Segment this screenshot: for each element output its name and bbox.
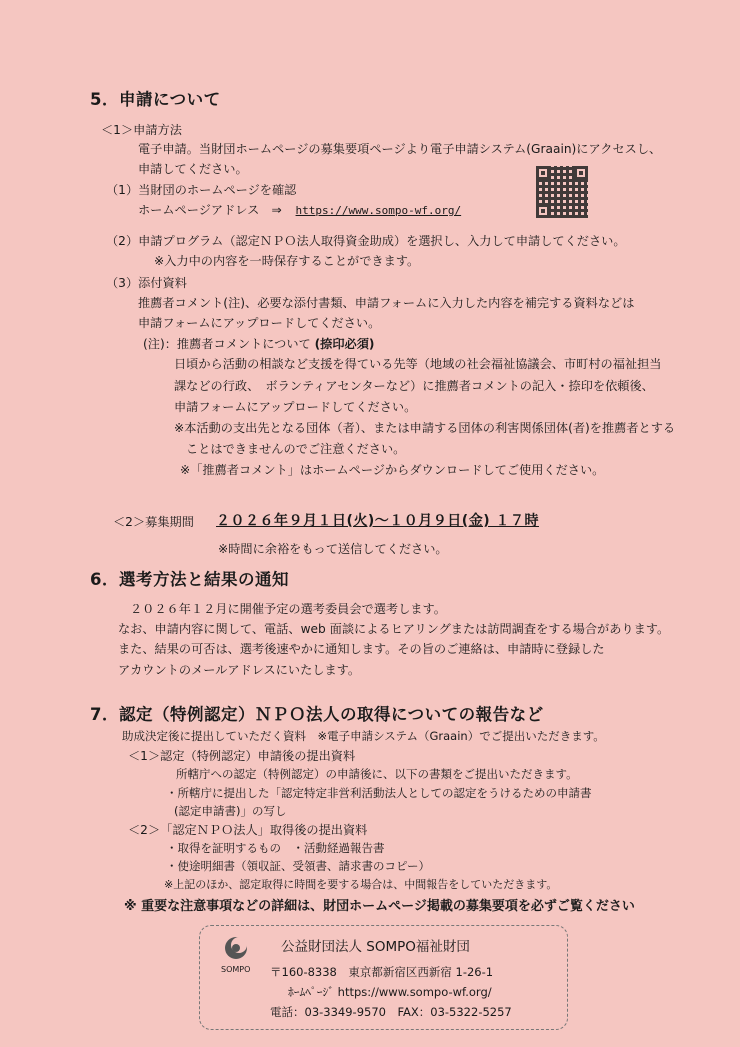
section5-item3-label: （3）添付資料 (106, 276, 187, 290)
section5-item2-label: （2）申請プログラム（認定ＮＰＯ法人取得資金助成）を選択し、入力して申請してください。 (106, 234, 626, 248)
section7-sub2-label: ＜2＞「認定ＮＰＯ法人」取得後の提出資料 (128, 823, 368, 837)
section6-line3: また、結果の可否は、選考後速やかに通知します。その旨のご連絡は、申請時に登録した (118, 642, 605, 656)
footer-contact: 電話：03-3349-9570 FAX：03-5322-5257 (270, 1005, 512, 1019)
hp-url-link[interactable]: https://www.sompo-wf.org/ (295, 204, 462, 217)
note-must-badge: (捺印必須) (314, 337, 375, 351)
section5-sub1-line2: 申請してください。 (138, 162, 248, 176)
note-line1: 日頃から活動の相談など支援を得ている先等（地域の社会福祉協議会、市町村の福祉担当 (174, 357, 662, 371)
section5-item3-line2: 申請フォームにアップロードしてください。 (138, 316, 381, 330)
section5-sub2-note: ※時間に余裕をもって送信してください。 (218, 542, 448, 556)
section5-item1-label: （1）当財団のホームページを確認 (106, 183, 297, 197)
section5-sub1-label: ＜1＞申請方法 (101, 123, 182, 137)
section5-item3-line1: 推薦者コメント(注)、必要な添付書類、申請フォームに入力した内容を補完する資料などは (138, 296, 635, 310)
section6-line1: ２０２６年１２月に開催予定の選考委員会で選考します。 (130, 602, 446, 616)
important-notice: ※ 重要な注意事項などの詳細は、財団ホームページ掲載の募集要項を必ずご覧ください (124, 899, 635, 914)
section5-heading: 5．申請について (90, 90, 221, 109)
note-line3: 申請フォームにアップロードしてください。 (174, 400, 417, 414)
section7-sub2-line1: ・取得を証明するもの ・活動経過報告書 (166, 841, 385, 855)
section5-hp-row (138, 202, 461, 219)
section7-sub2-line2: ・使途明細書（領収証、受領書、請求書のコピー） (166, 859, 431, 873)
section7-sub1-line1: 所轄庁への認定（特例認定）の申請後に、以下の書類をご提出いただきます。 (176, 767, 578, 781)
note-line5: ことはできませんのでご注意ください。 (186, 442, 406, 456)
section7-sub1-line2: ・所轄庁に提出した「認定特定非営利活動法人としての認定をうけるための申請書 (166, 786, 592, 800)
note-label: (注)：推薦者コメントについて (143, 337, 311, 351)
section7-sub1-line3: (認定申請書)」の写し (174, 804, 287, 818)
note-line4: ※本活動の支出先となる団体（者）、または申請する団体の利害関係団体(者)を推薦者とする (174, 421, 676, 435)
note-title-row (143, 336, 374, 352)
qr-code (536, 166, 588, 218)
footer-address: 〒160-8338 東京都新宿区西新宿 1-26-1 (270, 965, 494, 979)
section7-heading: 7．認定（特例認定）ＮＰＯ法人の取得についての報告など (90, 705, 544, 724)
section5-sub2-label: ＜2＞募集期間 (113, 515, 194, 529)
section7-sub2-note: ※上記のほか、認定取得に時間を要する場合は、中間報告をしていただきます。 (164, 878, 558, 891)
section6-line2: なお、申請内容に関して、電話、web 面談によるヒアリングまたは訪問調査をする場合があります。 (118, 622, 670, 636)
sompo-logo-text: SOMPO (221, 965, 251, 974)
note-line2: 課などの行政、 ボランティアセンターなど）に推薦者コメントの記入・捺印を依頼後、 (174, 379, 654, 393)
footer-homepage[interactable]: ﾎｰﾑﾍﾟｰｼﾞ https://www.sompo-wf.org/ (288, 985, 492, 999)
sompo-logo-icon (222, 934, 250, 962)
footer-org-name: 公益財団法人 SOMPO福祉財団 (281, 939, 470, 955)
section6-line4: アカウントのメールアドレスにいたします。 (118, 663, 361, 677)
section7-intro: 助成決定後に提出していただく資料 ※電子申請システム（Graain）でご提出いただきます。 (122, 729, 605, 743)
section7-sub1-label: ＜1＞認定（特例認定）申請後の提出資料 (128, 749, 356, 763)
application-period: ２０２６年９月１日(火)～１０月９日(金) １７時 (216, 513, 539, 529)
section5-item2-note: ※入力中の内容を一時保存することができます。 (154, 254, 420, 268)
section6-heading: 6．選考方法と結果の通知 (90, 570, 289, 589)
hp-address-label: ホームページアドレス ⇒ (138, 203, 282, 217)
note-line6: ※「推薦者コメント」はホームページからダウンロードしてご使用ください。 (180, 463, 605, 477)
section5-sub1-line1: 電子申請。当財団ホームページの募集要項ページより電子申請システム(Graain)にアクセスし、 (138, 142, 662, 156)
